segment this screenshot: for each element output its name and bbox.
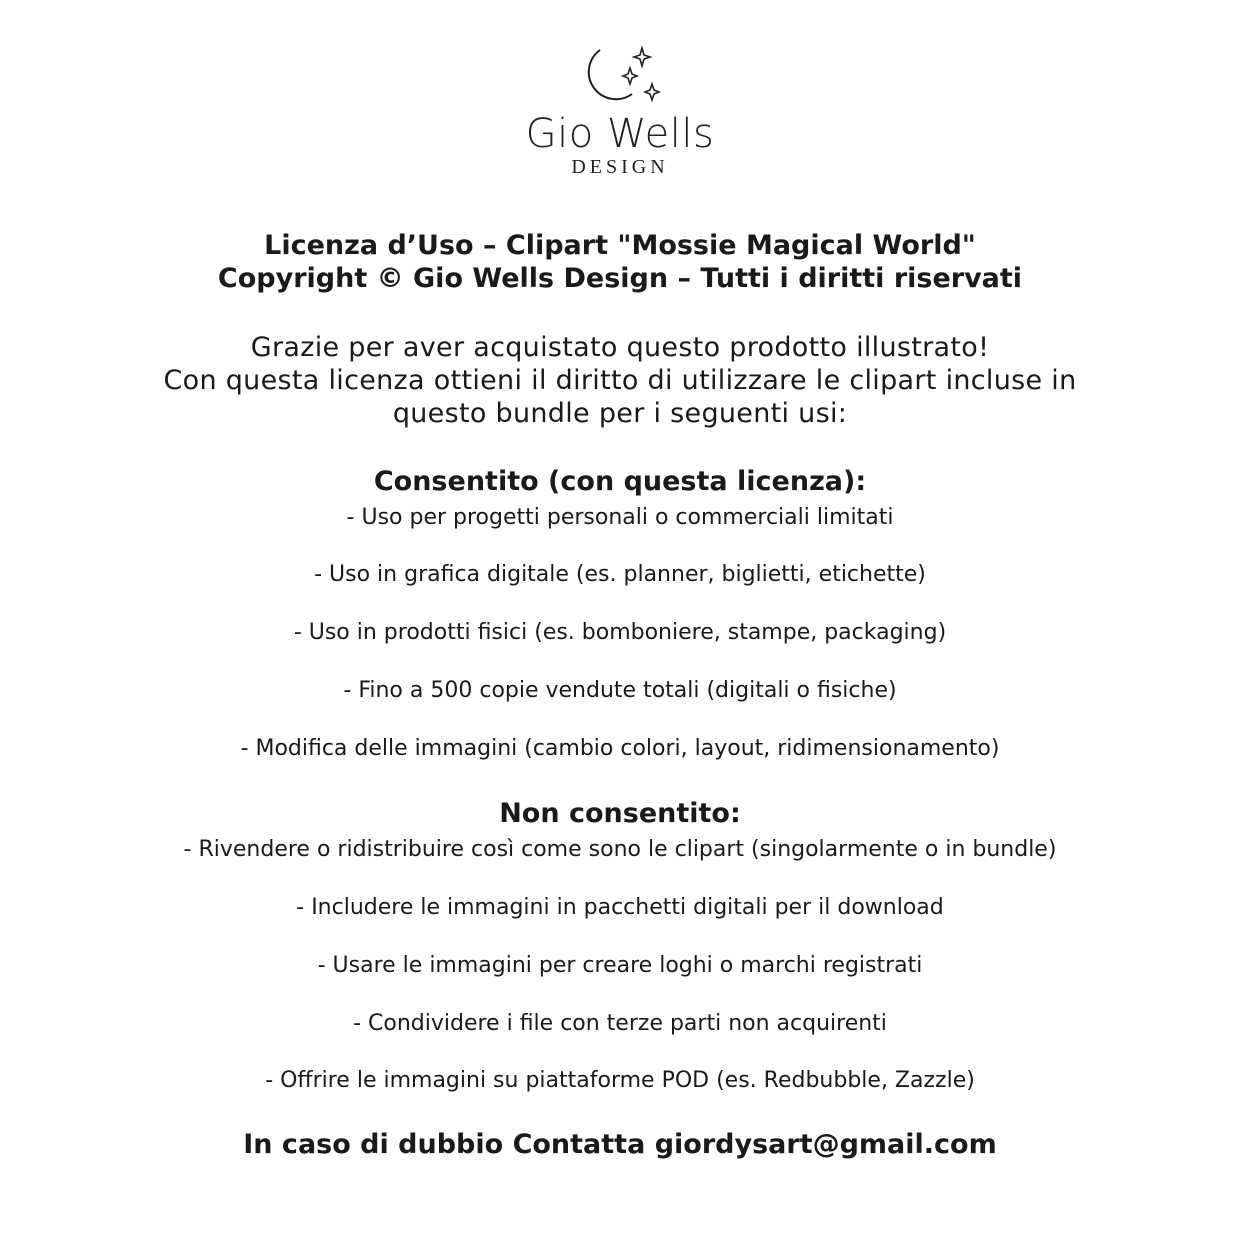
not-allowed-item: - Condividere i file con terze parti non acquirenti [353, 1011, 887, 1036]
star-icon [623, 68, 637, 84]
brand-name: Gio Wells [525, 111, 715, 157]
moon-stars-icon [560, 44, 680, 108]
not-allowed-item: - Includere le immagini in pacchetti digitali per il download [296, 895, 944, 920]
star-icon [645, 84, 659, 100]
not-allowed-item: - Offrire le immagini su piattaforme POD (es. Redbubble, Zazzle) [265, 1068, 975, 1093]
intro-line: Con questa licenza ottieni il diritto di utilizzare le clipart incluse in [163, 365, 1077, 396]
license-title: Licenza d’Uso – Clipart "Mossie Magical World" [264, 230, 976, 261]
brand-subtitle: DESIGN [571, 156, 669, 178]
star-icon [634, 48, 650, 66]
not-allowed-heading: Non consentito: [499, 798, 741, 829]
intro-line: questo bundle per i seguenti usi: [392, 398, 848, 429]
not-allowed-item: - Usare le immagini per creare loghi o marchi registrati [317, 953, 923, 978]
allowed-heading: Consentito (con questa licenza): [373, 466, 867, 497]
intro-line: Grazie per aver acquistato questo prodotto illustrato! [250, 332, 990, 363]
allowed-item: - Fino a 500 copie vendute totali (digitali o fisiche) [343, 678, 897, 703]
copyright-line: Copyright © Gio Wells Design – Tutti i diritti riservati [217, 263, 1023, 294]
allowed-item: - Uso in prodotti fisici (es. bomboniere, stampe, packaging) [293, 620, 947, 645]
brand-logo [0, 44, 1240, 178]
not-allowed-item: - Rivendere o ridistribuire così come sono le clipart (singolarmente o in bundle) [183, 837, 1057, 862]
allowed-item: - Modifica delle immagini (cambio colori, layout, ridimensionamento) [240, 736, 1000, 761]
allowed-item: - Uso in grafica digitale (es. planner, biglietti, etichette) [314, 562, 926, 587]
allowed-item: - Uso per progetti personali o commerciali limitati [346, 505, 894, 530]
contact-line: In caso di dubbio Contatta giordysart@gmail.com [243, 1129, 997, 1160]
